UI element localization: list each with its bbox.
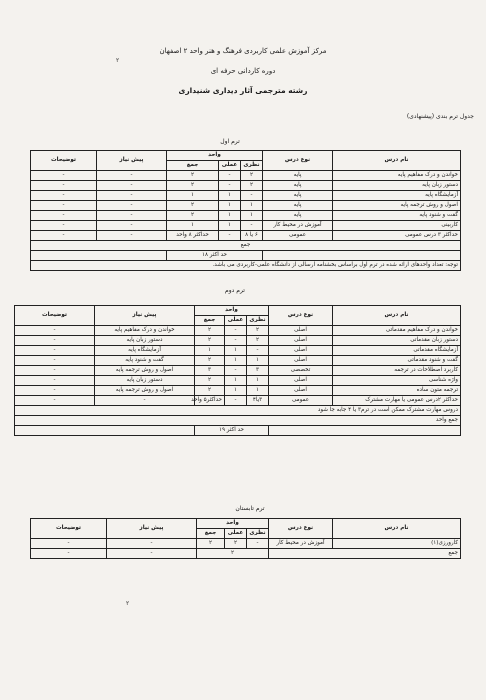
- table-row: دستور زبان پایه پایه ۲ - ۲ - -: [31, 181, 461, 191]
- note-row: دروس مهارت مشترک ممکن است در ترم۳ یا ۴ جابه جا شود: [15, 406, 461, 416]
- col-total: جمع: [197, 529, 225, 539]
- table-row: حداکثر ۲درس عمومی یا مهارت مشترک عمومی ۳یا۴ - حداکثر۵ واحد - -: [15, 396, 461, 406]
- col-name: نام درس: [333, 519, 461, 539]
- col-name: نام درس: [333, 151, 461, 171]
- table-row: دستور زبان مقدماتی اصلی ۲ - ۲ دستور زبان پایه -: [15, 336, 461, 346]
- col-type: نوع درس: [269, 306, 333, 326]
- col-prereq: پیش نیاز: [95, 306, 195, 326]
- table-row: گفت و شنود پایه پایه ۱ ۱ ۲ - -: [31, 211, 461, 221]
- institution-title: مرکز آموزش علمی کاربردی فرهنگ و هنر واحد ۲ اصفهان: [159, 47, 327, 55]
- col-type: نوع درس: [269, 519, 333, 539]
- table-row: ترجمه متون ساده اصلی ۱ ۱ ۲ اصول و روش ترجمه پایه -: [15, 386, 461, 396]
- col-total: جمع: [167, 161, 219, 171]
- table-caption: جدول ترم بندی (پیشنهادی): [406, 113, 474, 120]
- page-mark: ۲: [116, 57, 120, 64]
- col-theory: نظری: [247, 316, 269, 326]
- table-row: کارورزی(۱) آموزش در محیط کار - ۲ ۲ - -: [31, 539, 461, 549]
- col-name: نام درس: [333, 306, 461, 326]
- table-row: حداکثر ۳ درس عمومی عمومی ۶ یا ۸ - حداکثر ۸ واحد - -: [31, 231, 461, 241]
- table-row: کاربرد اصطلاحات در ترجمه تخصصی ۳ - ۳ اصول و روش ترجمه پایه -: [15, 366, 461, 376]
- note-row: توجه: تعداد واحدهای ارائه شده در ترم اول براساس بخشنامه ارسالی از دانشگاه علمی-کاربردی می باشد.: [31, 261, 461, 271]
- col-theory: نظری: [241, 161, 263, 171]
- col-units: واحد: [167, 151, 263, 161]
- col-notes: توضیحات: [31, 151, 97, 171]
- max-row: حد اکثر ۱۹: [15, 426, 461, 436]
- table-row: اصول و روش ترجمه پایه پایه ۱ ۱ ۲ - -: [31, 201, 461, 211]
- table-row: آزمایشگاه پایه پایه - ۱ ۱ - -: [31, 191, 461, 201]
- col-prereq: پیش نیاز: [107, 519, 197, 539]
- term1-table: [30, 150, 461, 271]
- table-row: خواندن و درک مفاهیم پایه پایه ۲ - ۲ - -: [31, 171, 461, 181]
- table-row: کاربینی آموزش در محیط کار - ۱ ۱ - -: [31, 221, 461, 231]
- col-type: نوع درس: [263, 151, 333, 171]
- col-notes: توضیحات: [15, 306, 95, 326]
- col-units: واحد: [195, 306, 269, 316]
- table-row: گفت و شنود مقدماتی اصلی ۱ ۱ ۲ گفت و شنود پایه -: [15, 356, 461, 366]
- footer-mark: ۲: [126, 600, 130, 607]
- sum-row: جمع واحد: [15, 416, 461, 426]
- term2-title: ترم دوم: [225, 287, 245, 294]
- summer-table: [30, 518, 461, 559]
- term1-title: ترم اول: [220, 138, 240, 145]
- col-prereq: پیش نیاز: [97, 151, 167, 171]
- col-total: جمع: [195, 316, 225, 326]
- table-row: خواندن و درک مفاهیم مقدماتی اصلی ۲ - ۲ خواندن و درک مفاهیم پایه -: [15, 326, 461, 336]
- col-notes: توضیحات: [31, 519, 107, 539]
- major-title: رشته مترجمی آثار دیداری شنیداری: [178, 86, 308, 95]
- col-practical: عملی: [225, 529, 247, 539]
- program-title: دوره کاردانی حرفه ای: [210, 67, 276, 75]
- sum-row: جمع: [31, 241, 461, 251]
- col-practical: عملی: [219, 161, 241, 171]
- col-theory: نظری: [247, 529, 269, 539]
- max-row: حد اکثر ۱۸: [31, 251, 461, 261]
- col-practical: عملی: [225, 316, 247, 326]
- term2-table: [14, 305, 461, 436]
- table-row: آزمایشگاه مقدماتی اصلی - ۱ ۱ آزمایشگاه پایه -: [15, 346, 461, 356]
- table-row: واژه شناسی اصلی ۱ ۱ ۲ دستور زبان پایه -: [15, 376, 461, 386]
- col-units: واحد: [197, 519, 269, 529]
- sum-row: جمع ۲ - -: [31, 549, 461, 559]
- summer-title: ترم تابستان: [235, 505, 265, 512]
